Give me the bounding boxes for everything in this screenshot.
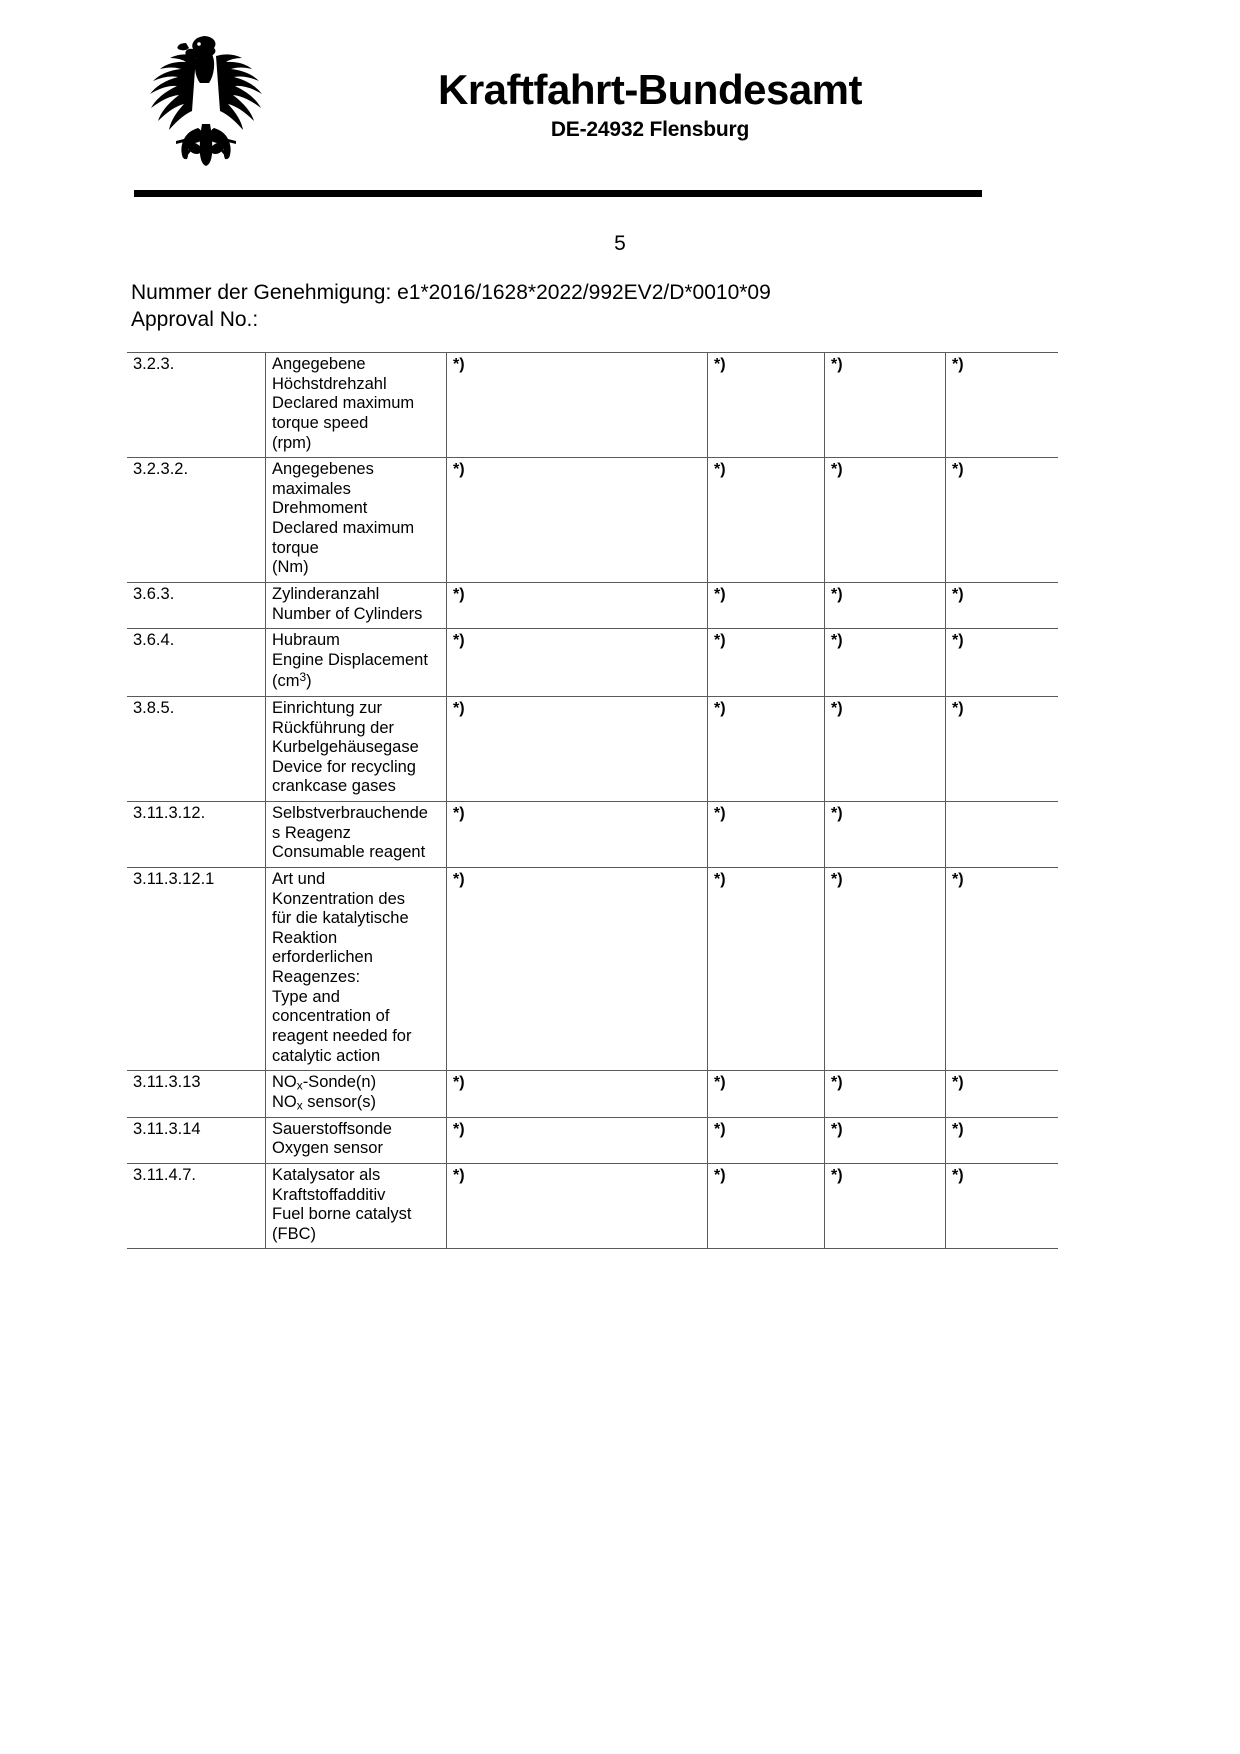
- header-divider: [134, 190, 982, 197]
- asterisk-mark: *): [831, 356, 843, 373]
- label-line: Type and: [272, 987, 340, 1006]
- value-cell[interactable]: [708, 353, 825, 458]
- label-line: (rpm): [272, 433, 312, 452]
- asterisk-mark: *): [714, 1074, 726, 1092]
- label-line: Number of Cylinders: [272, 604, 423, 623]
- value-cell[interactable]: [946, 1071, 1059, 1117]
- label-line: s Reagenz: [272, 823, 351, 842]
- label-line: Kraftstoffadditiv: [272, 1185, 386, 1204]
- value-cell[interactable]: [708, 867, 825, 1070]
- value-cell[interactable]: [708, 582, 825, 628]
- approval-number-line: Nummer der Genehmigung: e1*2016/1628*2022/992EV2/D*0010*09: [131, 281, 771, 304]
- asterisk-mark: *): [952, 356, 964, 373]
- value-cell[interactable]: [447, 802, 708, 868]
- row-code: 3.2.3.: [127, 353, 266, 458]
- row-label: [266, 696, 447, 801]
- row-code: 3.2.3.2.: [127, 458, 266, 583]
- asterisk-mark: *): [831, 632, 843, 650]
- label-line: Zylinderanzahl: [272, 584, 380, 603]
- value-cell[interactable]: [946, 629, 1059, 697]
- asterisk-mark: *): [952, 1120, 964, 1138]
- value-cell[interactable]: [946, 802, 1059, 868]
- label-line: torque speed: [272, 413, 369, 432]
- asterisk-mark: *): [453, 461, 465, 479]
- row-label: [266, 1071, 447, 1117]
- value-cell[interactable]: [946, 867, 1059, 1070]
- table-row: [127, 353, 1058, 458]
- asterisk-mark: *): [831, 805, 843, 823]
- document-header: [0, 0, 1240, 200]
- asterisk-mark: *): [831, 1166, 843, 1184]
- value-cell[interactable]: [708, 1071, 825, 1117]
- value-cell[interactable]: [708, 458, 825, 583]
- table-row: [127, 629, 1058, 697]
- label-line: Angegebene: [272, 355, 366, 373]
- asterisk-mark: *): [952, 870, 964, 888]
- row-code: 3.11.3.12.1: [127, 867, 266, 1070]
- label-line: Hubraum: [272, 631, 340, 650]
- label-line: Reaktion: [272, 928, 338, 947]
- label-line: Sauerstoffsonde: [272, 1119, 392, 1138]
- label-line: Einrichtung zur: [272, 698, 383, 717]
- row-code: 3.11.3.12.: [127, 802, 266, 868]
- asterisk-mark: *): [831, 585, 843, 603]
- value-cell[interactable]: [447, 458, 708, 583]
- asterisk-mark: *): [952, 585, 964, 603]
- specification-table: [127, 352, 1058, 1249]
- value-cell[interactable]: [825, 582, 946, 628]
- label-line: crankcase gases: [272, 777, 396, 796]
- value-cell[interactable]: [708, 629, 825, 697]
- label-line: erforderlichen: [272, 948, 373, 967]
- value-cell[interactable]: [447, 1163, 708, 1249]
- org-city: DE-24932 Flensburg: [550, 118, 750, 141]
- asterisk-mark: *): [453, 870, 465, 888]
- row-code: 3.11.4.7.: [127, 1163, 266, 1249]
- label-line: Fuel borne catalyst: [272, 1205, 412, 1224]
- page-number: 5: [614, 232, 626, 255]
- row-label: [266, 629, 447, 697]
- asterisk-mark: *): [714, 805, 726, 823]
- value-cell[interactable]: [825, 867, 946, 1070]
- value-cell[interactable]: [708, 1117, 825, 1163]
- asterisk-mark: *): [831, 1074, 843, 1092]
- value-cell[interactable]: [825, 1163, 946, 1249]
- label-line: Oxygen sensor: [272, 1139, 383, 1158]
- table-row: [127, 1163, 1058, 1249]
- asterisk-mark: *): [714, 1120, 726, 1138]
- page-title: Kraftfahrt-Bundesamt: [437, 66, 863, 113]
- row-label: [266, 458, 447, 583]
- label-line: für die katalytische: [272, 909, 409, 928]
- row-code: 3.6.4.: [127, 629, 266, 697]
- table-row: [127, 1117, 1058, 1163]
- table-body: [127, 353, 1058, 1249]
- asterisk-mark: *): [714, 632, 726, 650]
- label-line: $(cm^3)$: [272, 670, 312, 691]
- asterisk-mark: *): [831, 870, 843, 888]
- approval-block: [131, 280, 991, 334]
- table-row: [127, 458, 1058, 583]
- asterisk-mark: *): [714, 1166, 726, 1184]
- value-cell[interactable]: [447, 582, 708, 628]
- label-line: Kurbelgehäusegase: [272, 738, 419, 757]
- label-line: Drehmoment: [272, 499, 368, 518]
- asterisk-mark: *): [952, 1166, 964, 1184]
- asterisk-mark: *): [714, 356, 726, 373]
- label-line: Katalysator als: [272, 1165, 381, 1184]
- label-line: Art und: [272, 869, 326, 888]
- label-line: concentration of: [272, 1007, 390, 1026]
- label-line: torque: [272, 538, 319, 557]
- value-cell[interactable]: [447, 1117, 708, 1163]
- value-cell[interactable]: [447, 696, 708, 801]
- label-line: Device for recycling: [272, 757, 416, 776]
- asterisk-mark: *): [453, 1120, 465, 1138]
- label-line: Reagenzes:: [272, 968, 361, 987]
- asterisk-mark: *): [714, 699, 726, 717]
- asterisk-mark: *): [453, 805, 465, 823]
- value-cell[interactable]: [946, 458, 1059, 583]
- asterisk-mark: *): [952, 632, 964, 650]
- label-line: $NO_x$ sensor(s): [272, 1092, 377, 1113]
- row-label: [266, 353, 447, 458]
- asterisk-mark: *): [952, 699, 964, 717]
- label-line: Rückführung der: [272, 718, 394, 737]
- asterisk-mark: *): [714, 585, 726, 603]
- table-row: [127, 1071, 1058, 1117]
- federal-eagle-icon: [142, 28, 270, 168]
- value-cell[interactable]: [825, 458, 946, 583]
- value-cell[interactable]: [825, 629, 946, 697]
- asterisk-mark: *): [714, 461, 726, 479]
- label-line: Höchstdrehzahl: [272, 374, 387, 393]
- table-row: [127, 867, 1058, 1070]
- table-row: [127, 802, 1058, 868]
- value-cell[interactable]: [825, 1071, 946, 1117]
- row-code: 3.11.3.13: [127, 1071, 266, 1117]
- row-label: [266, 867, 447, 1070]
- value-cell[interactable]: [708, 1163, 825, 1249]
- row-code: 3.8.5.: [127, 696, 266, 801]
- asterisk-mark: *): [831, 699, 843, 717]
- value-cell[interactable]: [825, 802, 946, 868]
- label-line: Consumable reagent: [272, 843, 426, 862]
- row-label: [266, 802, 447, 868]
- asterisk-mark: *): [831, 461, 843, 479]
- label-line: (Nm): [272, 558, 309, 577]
- value-cell[interactable]: [447, 867, 708, 1070]
- value-cell[interactable]: [946, 1117, 1059, 1163]
- asterisk-mark: *): [952, 461, 964, 479]
- asterisk-mark: *): [453, 585, 465, 603]
- label-line: Konzentration des: [272, 889, 406, 908]
- approval-no-label: Approval No.:: [131, 307, 259, 331]
- value-cell[interactable]: [946, 1163, 1059, 1249]
- row-label: [266, 1117, 447, 1163]
- label-line: Angegebenes: [272, 460, 374, 479]
- label-line: catalytic action: [272, 1046, 381, 1065]
- asterisk-mark: *): [714, 870, 726, 888]
- label-line: (FBC): [272, 1224, 316, 1243]
- value-cell[interactable]: [708, 802, 825, 868]
- value-cell[interactable]: [825, 696, 946, 801]
- value-cell[interactable]: [708, 696, 825, 801]
- value-cell[interactable]: [946, 582, 1059, 628]
- value-cell[interactable]: [825, 1117, 946, 1163]
- value-cell[interactable]: [447, 629, 708, 697]
- label-line: Engine Displacement: [272, 650, 428, 669]
- label-line: Declared maximum: [272, 394, 415, 413]
- row-label: [266, 1163, 447, 1249]
- label-line: Declared maximum: [272, 519, 415, 537]
- value-cell[interactable]: [946, 353, 1059, 458]
- asterisk-mark: *): [453, 1166, 465, 1184]
- asterisk-mark: *): [453, 699, 465, 717]
- label-line: maximales: [272, 479, 351, 498]
- label-line: Selbstverbrauchende: [272, 804, 428, 823]
- label-line: reagent needed for: [272, 1026, 412, 1045]
- value-cell[interactable]: [825, 353, 946, 458]
- asterisk-mark: *): [952, 1074, 964, 1092]
- row-code: 3.6.3.: [127, 582, 266, 628]
- asterisk-mark: *): [831, 1120, 843, 1138]
- label-line: $NO_x-Sonde(n)$: [272, 1073, 377, 1093]
- table-row: [127, 696, 1058, 801]
- value-cell[interactable]: [447, 1071, 708, 1117]
- row-code: 3.11.3.14: [127, 1117, 266, 1163]
- asterisk-mark: *): [453, 1074, 465, 1092]
- asterisk-mark: *): [453, 356, 465, 373]
- asterisk-mark: *): [453, 632, 465, 650]
- value-cell[interactable]: [946, 696, 1059, 801]
- value-cell[interactable]: [447, 353, 708, 458]
- table-row: [127, 582, 1058, 628]
- row-label: [266, 582, 447, 628]
